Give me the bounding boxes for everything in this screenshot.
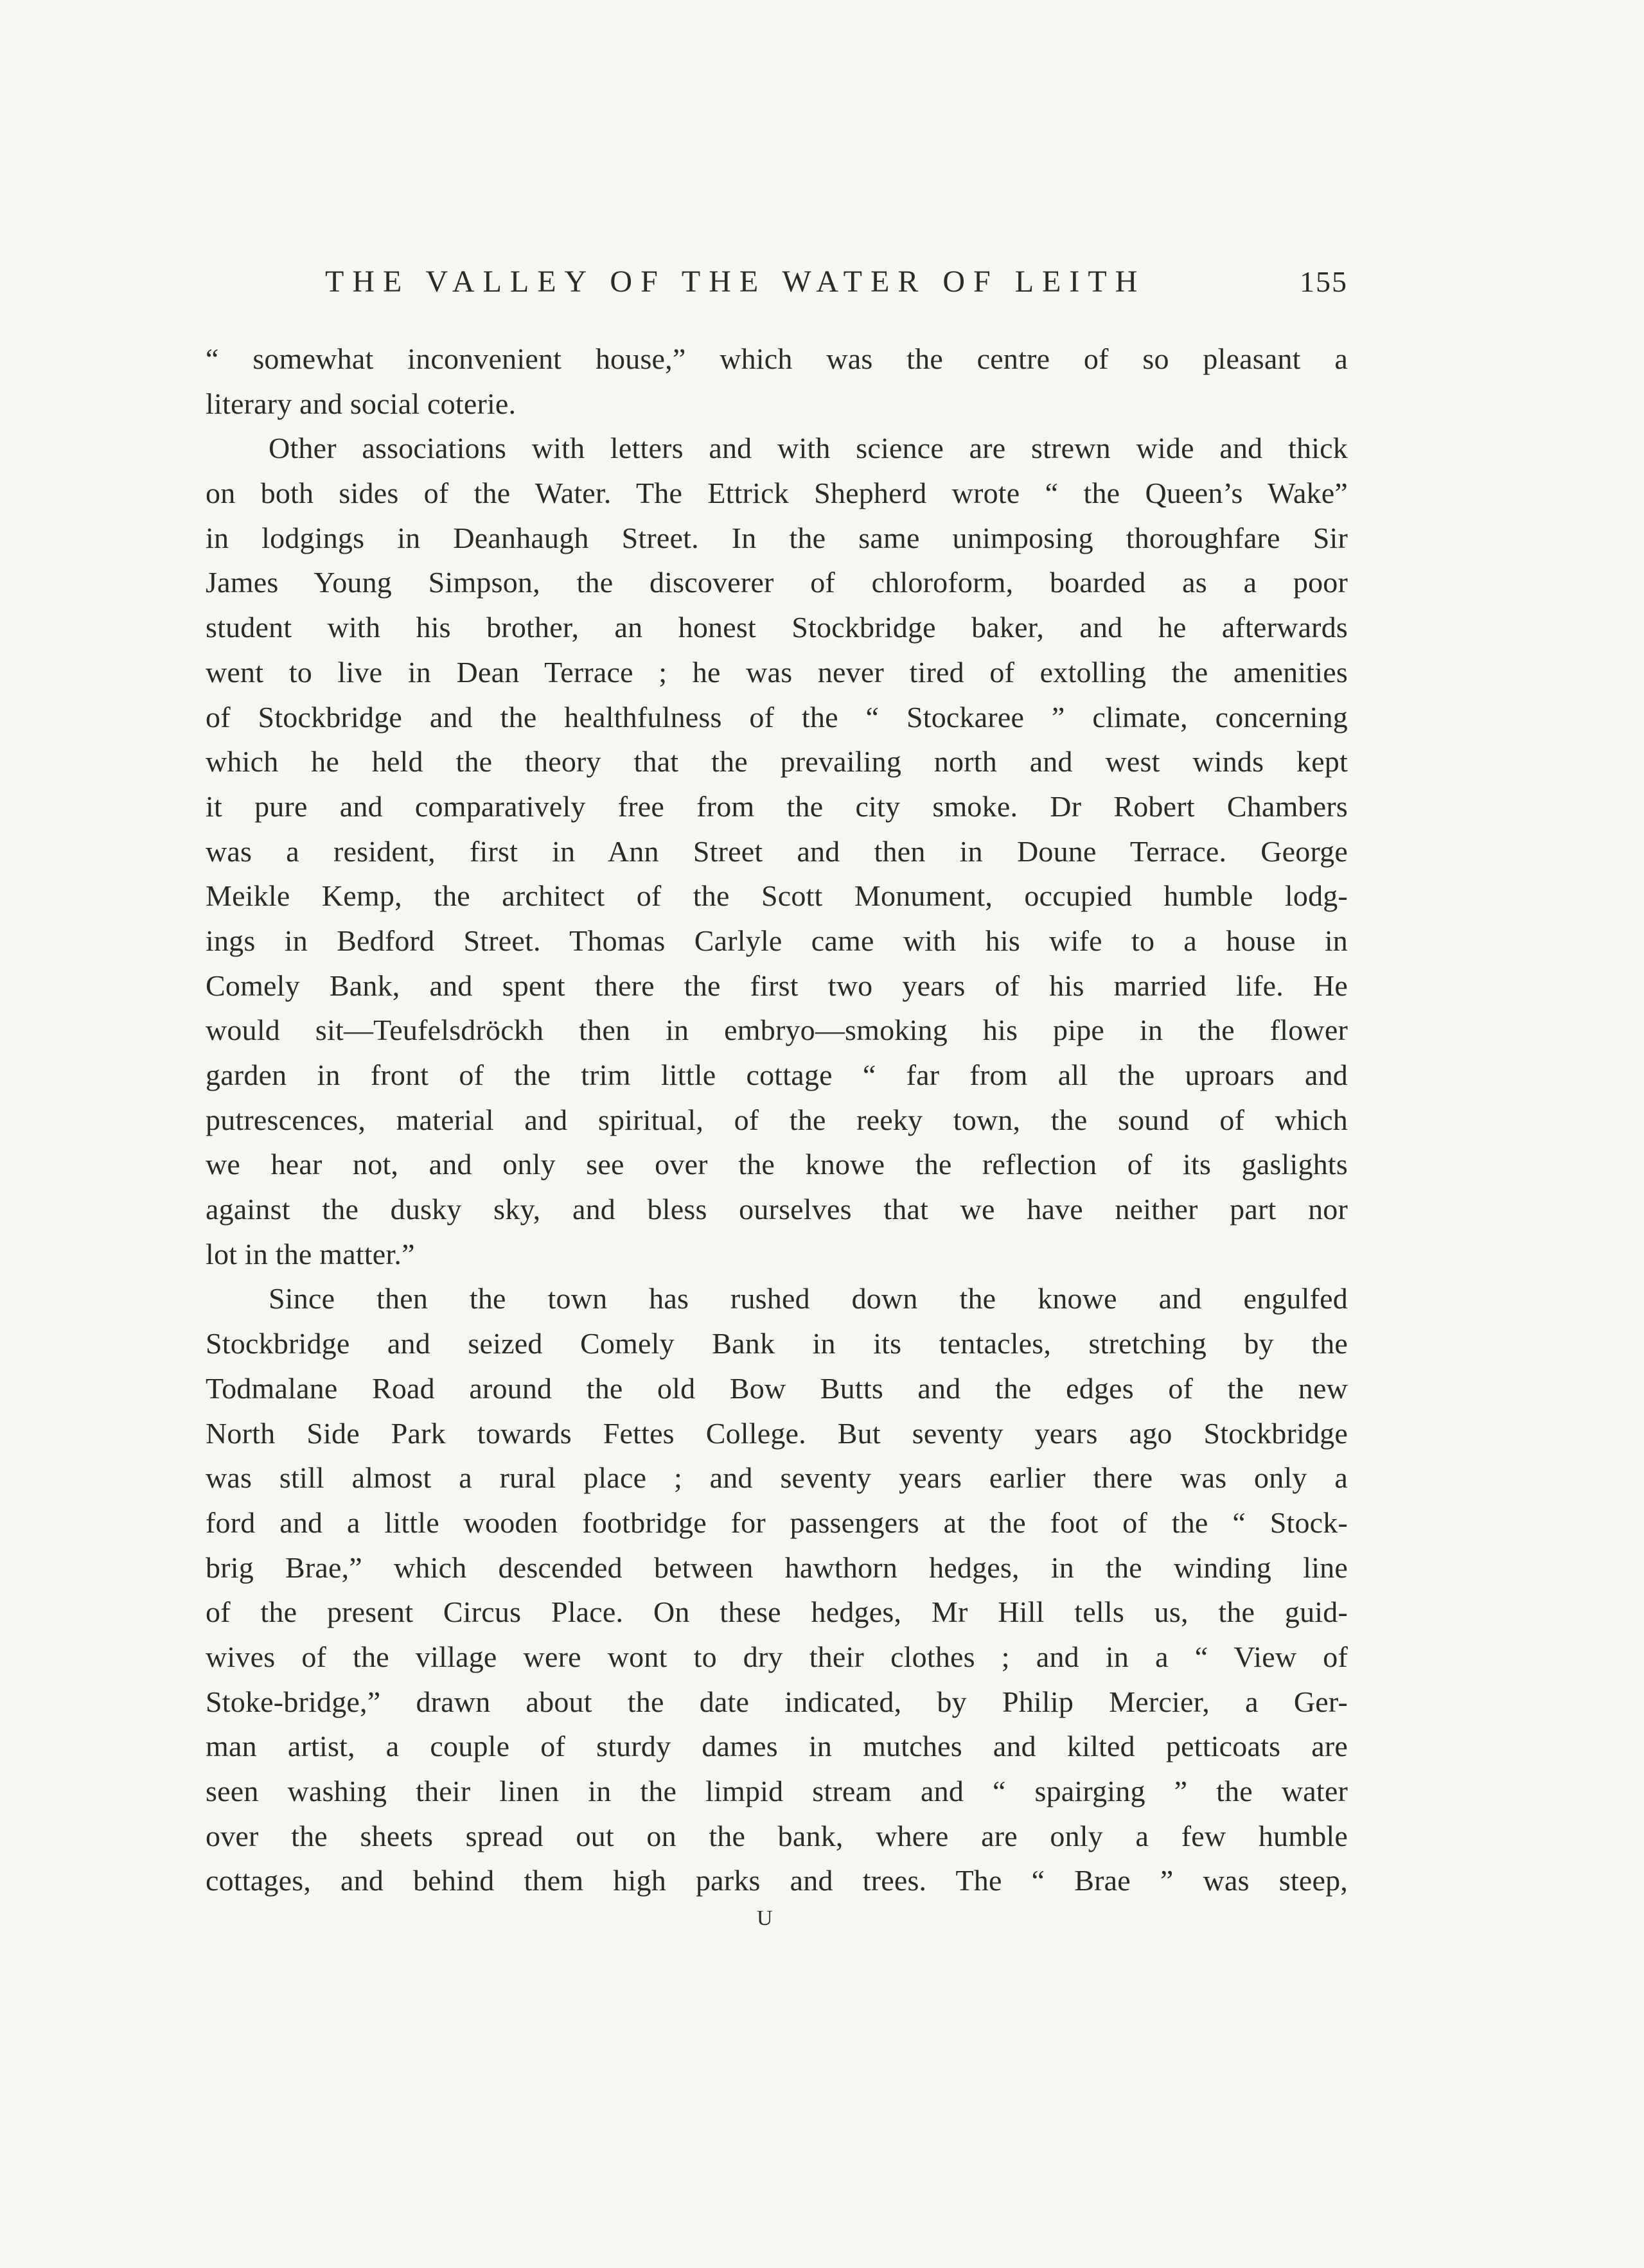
text-line: Stockbridge and seized Comely Bank in its tentacles, stretching by the: [206, 1327, 1348, 1360]
text-line: it pure and comparatively free from the city smoke. Dr Robert Chambers: [206, 789, 1348, 823]
text-line: went to live in Dean Terrace ; he was never tired of extolling the amenities: [206, 655, 1348, 689]
text-line: on both sides of the Water. The Ettrick Shepherd wrote “ the Queen’s Wake”: [206, 477, 1348, 510]
text-line: we hear not, and only see over the knowe the reflection of its gaslights: [206, 1148, 1348, 1181]
text-line: which he held the theory that the prevailing north and west winds kept: [206, 745, 1348, 778]
text-line: student with his brother, an honest Stockbridge baker, and he afterwards: [206, 611, 1348, 644]
body-text: [206, 337, 1348, 1903]
text-line: would sit—Teufelsdröckh then in embryo—smoking his pipe in the flower: [206, 1014, 1348, 1047]
text-line: literary and social coterie.: [206, 387, 517, 420]
text-line: ford and a little wooden footbridge for passengers at the foot of the “ Stock-: [206, 1506, 1348, 1539]
text-line: Comely Bank, and spent there the first two years of his married life. He: [206, 969, 1348, 1002]
text-line: was a resident, first in Ann Street and then in Doune Terrace. George: [206, 834, 1348, 868]
running-head: [206, 259, 1348, 304]
signature-mark: U: [757, 1906, 774, 1930]
text-line: wives of the village were wont to dry their clothes ; and in a “ View of: [206, 1640, 1348, 1673]
text-line: garden in front of the trim little cottage “ far from all the uproars and: [206, 1059, 1348, 1091]
text-line: against the dusky sky, and bless ourselves that we have neither part nor: [206, 1193, 1348, 1226]
text-line: brig Brae,” which descended between hawthorn hedges, in the winding line: [206, 1551, 1348, 1584]
text-line: of Stockbridge and the healthfulness of the “ Stockaree ” climate, concerning: [206, 700, 1348, 734]
text-line: in lodgings in Deanhaugh Street. In the same unimposing thoroughfare Sir: [206, 521, 1348, 554]
text-line: Stoke-bridge,” drawn about the date indicated, by Philip Mercier, a Ger-: [206, 1685, 1348, 1718]
text-line: of the present Circus Place. On these hedges, Mr Hill tells us, the guid-: [206, 1596, 1348, 1629]
text-line: putrescences, material and spiritual, of the reeky town, the sound of which: [206, 1103, 1348, 1136]
running-title: THE VALLEY OF THE WATER OF LEITH: [325, 265, 1146, 299]
text-line: James Young Simpson, the discoverer of chloroform, boarded as a poor: [206, 566, 1348, 599]
text-line: ings in Bedford Street. Thomas Carlyle came with his wife to a house in: [206, 924, 1348, 957]
text-line: lot in the matter.”: [206, 1237, 415, 1270]
page-number: 155: [1300, 265, 1348, 298]
text-line: was still almost a rural place ; and seventy years earlier there was only a: [206, 1461, 1348, 1495]
text-line: cottages, and behind them high parks and trees. The “ Brae ” was steep,: [206, 1864, 1348, 1897]
text-line: Todmalane Road around the old Bow Butts and the edges of the new: [206, 1371, 1348, 1405]
text-line: over the sheets spread out on the bank, where are only a few humble: [206, 1819, 1348, 1852]
text-line: seen washing their linen in the limpid stream and “ spairging ” the water: [206, 1775, 1348, 1807]
text-line: Other associations with letters and with science are strewn wide and thick: [269, 432, 1348, 465]
text-line: North Side Park towards Fettes College. But seventy years ago Stockbridge: [206, 1416, 1348, 1450]
text-line: Meikle Kemp, the architect of the Scott Monument, occupied humble lodg-: [206, 879, 1348, 913]
text-line: Since then the town has rushed down the knowe and engulfed: [269, 1282, 1348, 1315]
text-line: “ somewhat inconvenient house,” which was the centre of so pleasant a: [206, 342, 1348, 375]
text-line: man artist, a couple of sturdy dames in mutches and kilted petticoats are: [206, 1730, 1348, 1763]
